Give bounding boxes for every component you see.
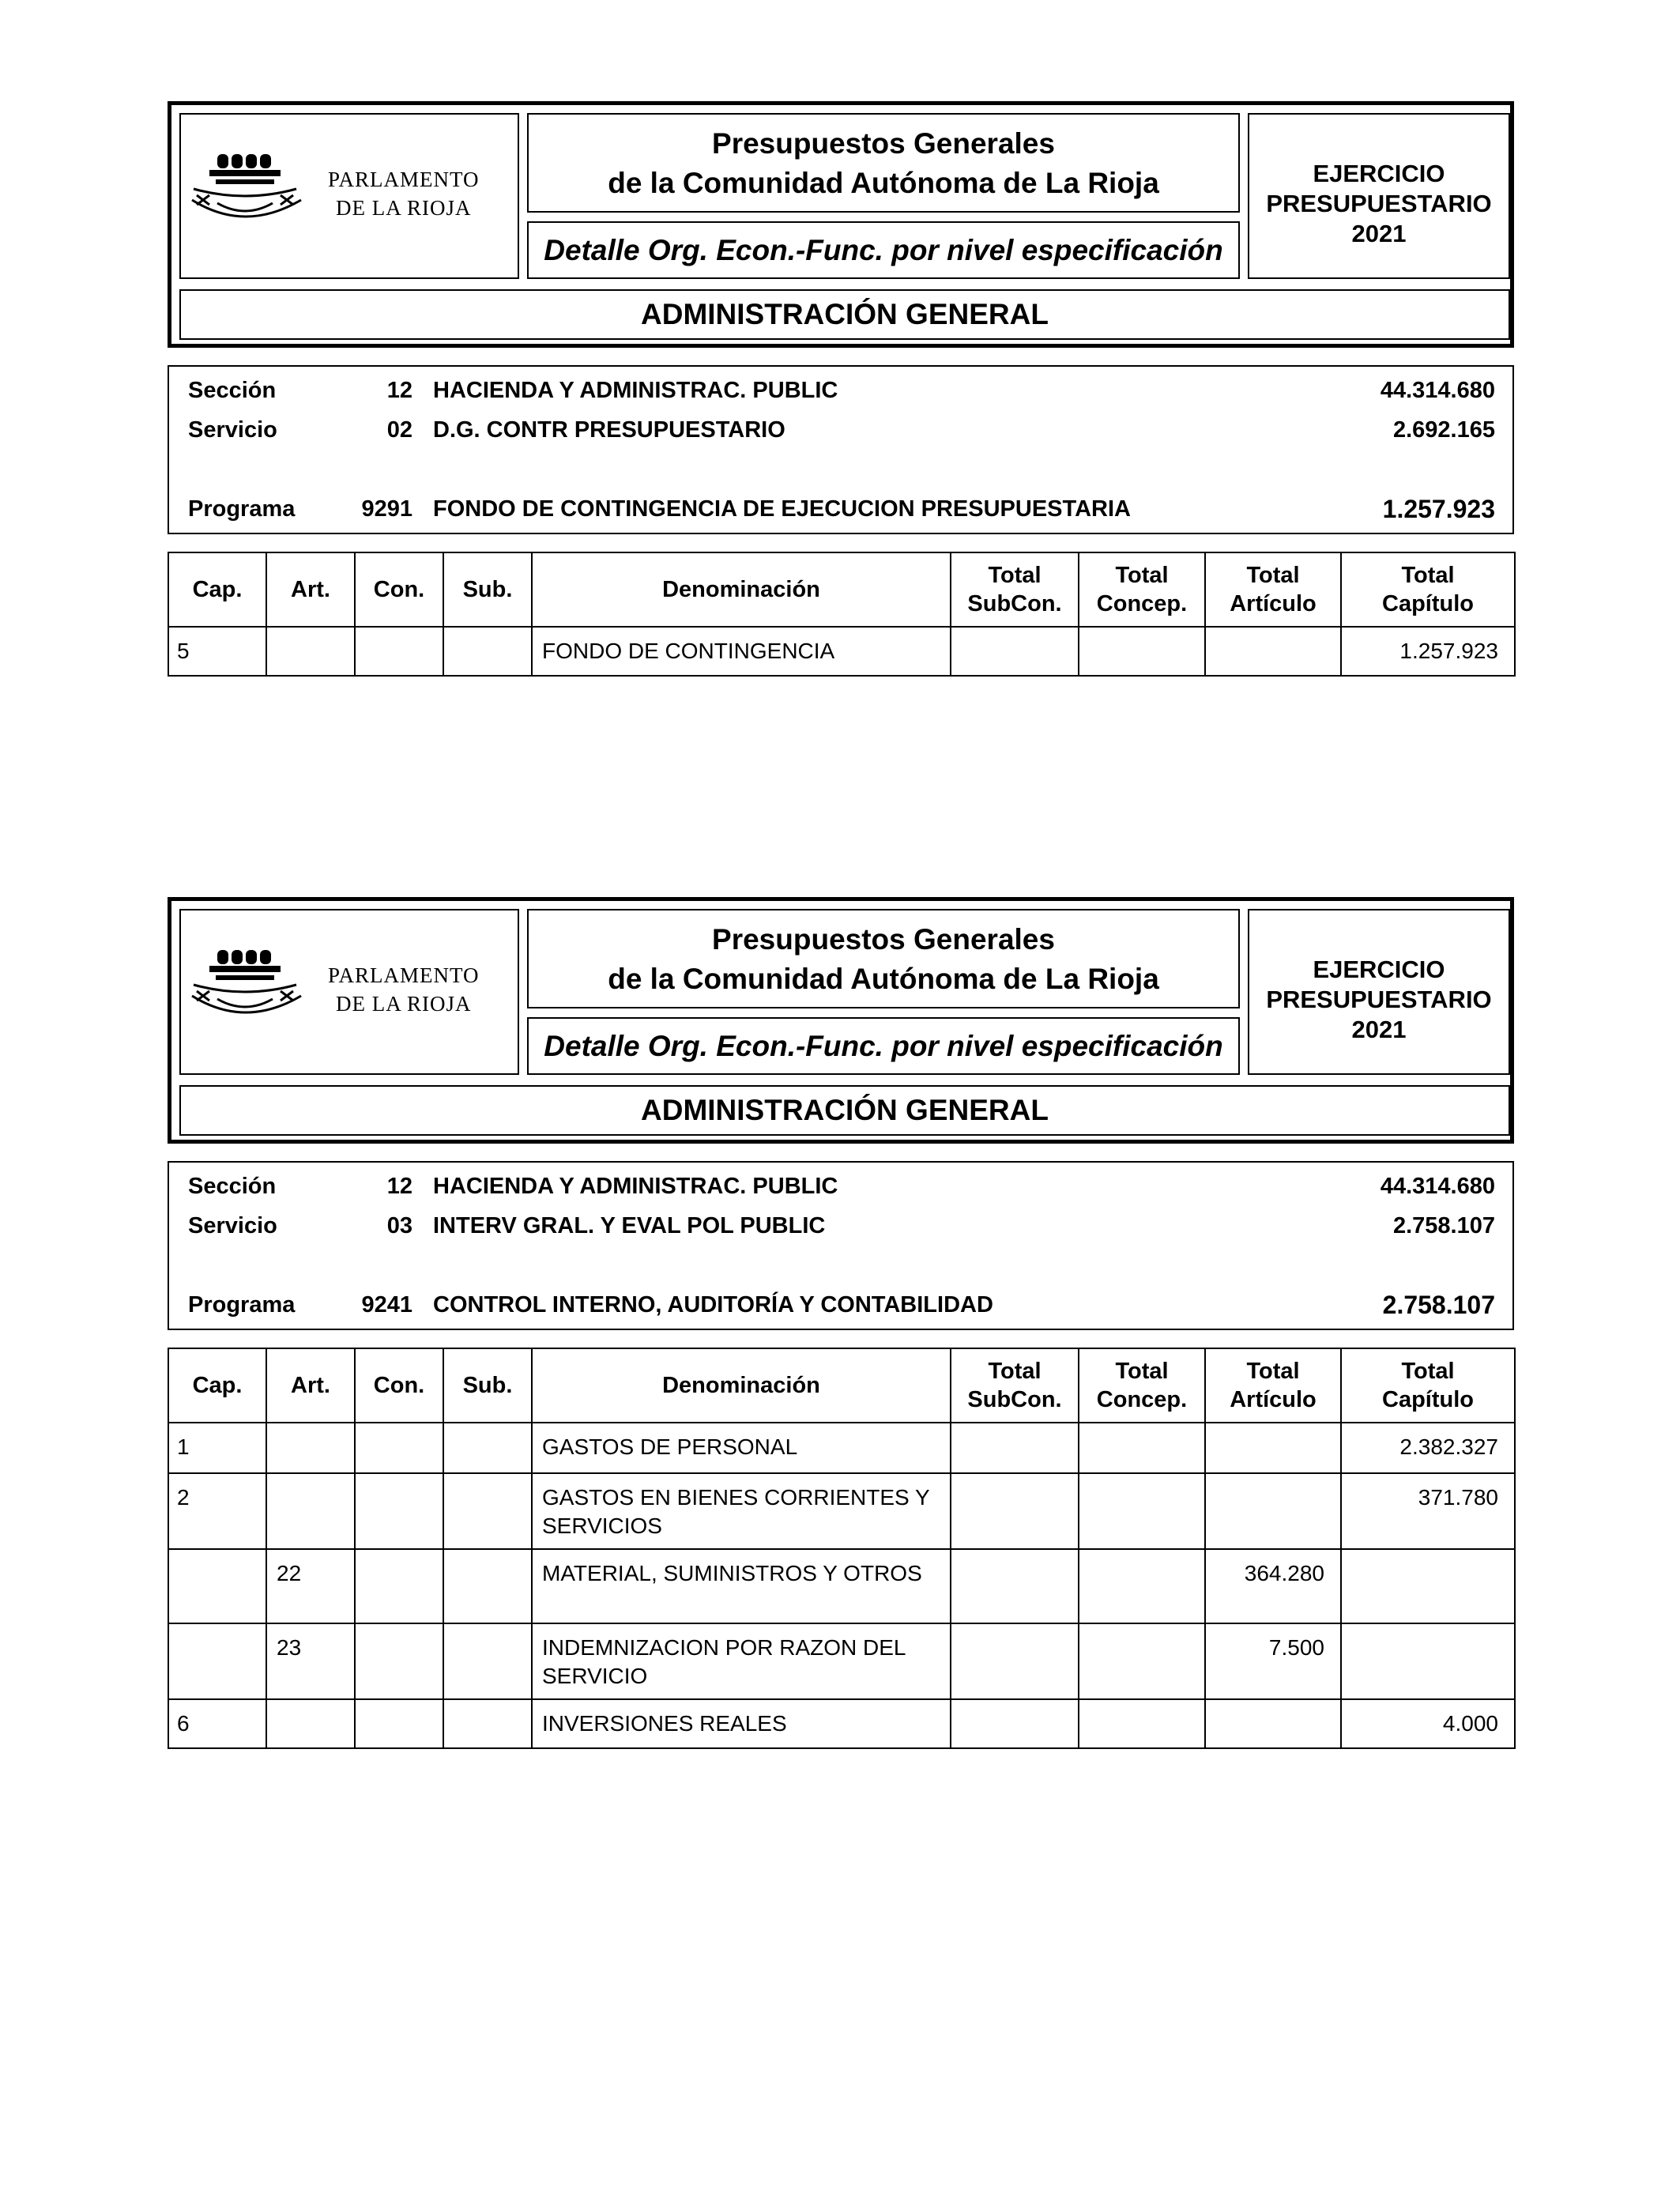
budget-table xyxy=(168,552,1516,677)
col-total-capitulo: Total Capítulo xyxy=(1341,1348,1515,1423)
budget-table xyxy=(168,1348,1516,1749)
seccion-row: Sección 12 HACIENDA Y ADMINISTRAC. PUBLIC 44.314.680 xyxy=(188,378,1495,403)
programa-row: Programa 9291 FONDO DE CONTINGENCIA DE EJECUCION PRESUPUESTARIA 1.257.923 xyxy=(188,495,1495,523)
col-total-subcon: Total SubCon. xyxy=(951,552,1079,627)
table-row: 5 FONDO DE CONTINGENCIA 1.257.923 xyxy=(168,627,1515,676)
col-total-concep: Total Concep. xyxy=(1079,552,1205,627)
table-row: 23 INDEMNIZACION POR RAZON DEL SERVICIO 7.500 xyxy=(168,1623,1515,1699)
col-total-subcon: Total SubCon. xyxy=(951,1348,1079,1423)
administration-title: ADMINISTRACIÓN GENERAL xyxy=(179,289,1510,340)
fiscal-year-box: EJERCICIO PRESUPUESTARIO 2021 xyxy=(1248,113,1510,279)
table-row: 1 GASTOS DE PERSONAL 2.382.327 xyxy=(168,1423,1515,1473)
report-header xyxy=(168,897,1514,1144)
budget-info-box xyxy=(168,1161,1514,1330)
table-row: 22 MATERIAL, SUMINISTROS Y OTROS 364.280 xyxy=(168,1549,1515,1623)
parliament-name: PARLAMENTO DE LA RIOJA xyxy=(328,168,480,220)
table-header-row xyxy=(168,552,1515,627)
administration-title: ADMINISTRACIÓN GENERAL xyxy=(179,1085,1510,1136)
col-art: Art. xyxy=(266,552,355,627)
servicio-row: Servicio 02 D.G. CONTR PRESUPUESTARIO 2.692.165 xyxy=(188,417,1495,443)
col-sub: Sub. xyxy=(443,552,532,627)
col-total-articulo: Total Artículo xyxy=(1205,552,1341,627)
col-con: Con. xyxy=(355,552,443,627)
col-total-concep: Total Concep. xyxy=(1079,1348,1205,1423)
budget-info-box xyxy=(168,365,1514,534)
table-header-row xyxy=(168,1348,1515,1423)
report-header xyxy=(168,101,1514,348)
report-title: Presupuestos Generales de la Comunidad Autónoma de La Rioja xyxy=(527,113,1240,213)
servicio-row: Servicio 03 INTERV GRAL. Y EVAL POL PUBLIC 2.758.107 xyxy=(188,1213,1495,1238)
parliament-logo xyxy=(179,113,519,279)
fiscal-year-box: EJERCICIO PRESUPUESTARIO 2021 xyxy=(1248,909,1510,1075)
col-denominacion: Denominación xyxy=(532,1348,951,1423)
parliament-emblem-icon xyxy=(186,148,328,235)
col-total-articulo: Total Artículo xyxy=(1205,1348,1341,1423)
report-subtitle: Detalle Org. Econ.-Func. por nivel especificación xyxy=(527,1017,1240,1075)
col-art: Art. xyxy=(266,1348,355,1423)
col-con: Con. xyxy=(355,1348,443,1423)
report-title: Presupuestos Generales de la Comunidad Autónoma de La Rioja xyxy=(527,909,1240,1008)
col-sub: Sub. xyxy=(443,1348,532,1423)
table-row: 6 INVERSIONES REALES 4.000 xyxy=(168,1699,1515,1748)
parliament-emblem-icon xyxy=(186,944,328,1031)
parliament-logo xyxy=(179,909,519,1075)
col-cap: Cap. xyxy=(168,1348,266,1423)
parliament-name: PARLAMENTO DE LA RIOJA xyxy=(328,963,480,1016)
table-row: 2 GASTOS EN BIENES CORRIENTES Y SERVICIOS 371.780 xyxy=(168,1473,1515,1549)
report-subtitle: Detalle Org. Econ.-Func. por nivel especificación xyxy=(527,221,1240,279)
col-cap: Cap. xyxy=(168,552,266,627)
col-denominacion: Denominación xyxy=(532,552,951,627)
col-total-capitulo: Total Capítulo xyxy=(1341,552,1515,627)
seccion-row: Sección 12 HACIENDA Y ADMINISTRAC. PUBLIC 44.314.680 xyxy=(188,1174,1495,1199)
programa-row: Programa 9241 CONTROL INTERNO, AUDITORÍA Y CONTABILIDAD 2.758.107 xyxy=(188,1291,1495,1319)
